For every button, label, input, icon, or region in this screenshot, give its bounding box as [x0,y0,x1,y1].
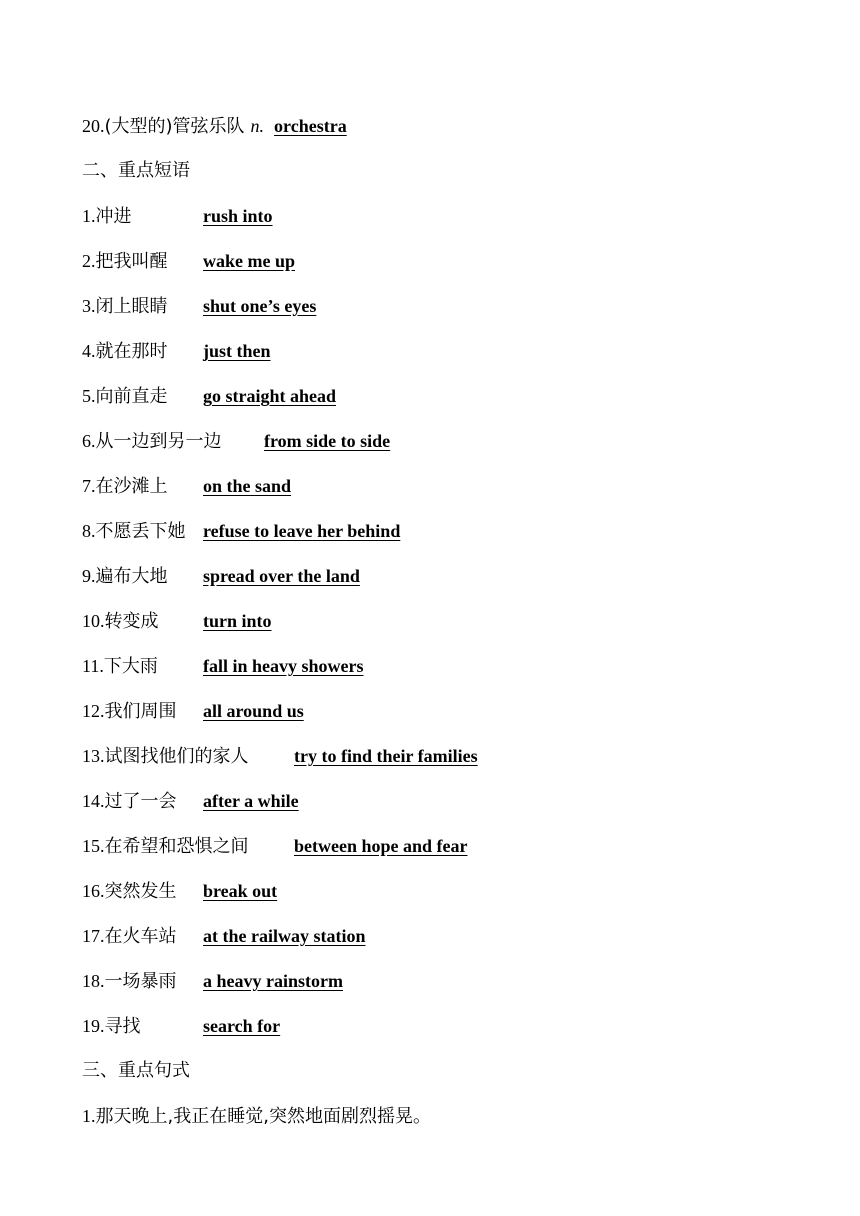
item-number: 6. [82,431,96,451]
item-number: 8. [82,521,96,541]
item-chinese: 在火车站 [104,926,177,947]
item-number: 5. [82,386,96,406]
phrase-item [82,562,360,590]
item-answer: wake me up [203,251,296,271]
item-chinese: 试图找他们的家人 [104,746,249,767]
item-answer: from side to side [264,431,391,451]
item-answer: try to find their families [294,746,478,766]
item-answer: fall in heavy showers [203,656,364,676]
phrase-item [82,742,478,770]
phrase-item [82,517,401,545]
item-number: 11. [82,656,104,676]
item-number: 14. [82,791,105,811]
vocab-item-20 [82,112,347,140]
item-number: 10. [82,611,105,631]
item-chinese: (大型的)管弦乐队 [104,116,245,137]
phrase-item [82,607,272,635]
item-number: 9. [82,566,96,586]
phrase-item [82,877,278,905]
item-chinese: 不愿丢下她 [95,521,186,542]
item-chinese: 转变成 [104,611,159,632]
phrase-item [82,337,271,365]
sentence-item [82,1102,431,1130]
phrase-item [82,247,296,275]
phrase-item [82,472,292,500]
item-chinese: 一场暴雨 [104,971,177,992]
item-chinese: 在沙滩上 [95,476,168,497]
item-answer: between hope and fear [294,836,468,856]
item-chinese: 在希望和恐惧之间 [104,836,249,857]
item-answer: go straight ahead [203,386,337,406]
item-chinese: 那天晚上,我正在睡觉,突然地面剧烈摇晃。 [95,1106,431,1127]
item-number: 12. [82,701,105,721]
item-chinese: 冲进 [95,206,132,227]
item-answer: search for [203,1016,281,1036]
item-number: 13. [82,746,105,766]
item-answer: break out [203,881,278,901]
phrase-item [82,832,468,860]
item-number: 4. [82,341,96,361]
item-chinese: 遍布大地 [95,566,168,587]
item-answer: on the sand [203,476,292,496]
item-chinese: 寻找 [104,1016,141,1037]
item-number: 18. [82,971,105,991]
item-number: 16. [82,881,105,901]
part-of-speech: n. [250,116,265,136]
phrase-item [82,382,337,410]
phrase-item [82,967,343,995]
item-answer: refuse to leave her behind [203,521,401,541]
item-chinese: 闭上眼睛 [95,296,168,317]
item-chinese: 过了一会 [104,791,177,812]
phrase-item [82,202,273,230]
item-answer: rush into [203,206,273,226]
phrase-item [82,292,317,320]
item-answer: at the railway station [203,926,366,946]
phrase-item [82,787,299,815]
phrase-item [82,922,366,950]
item-answer: turn into [203,611,272,631]
item-number: 7. [82,476,96,496]
item-answer: after a while [203,791,299,811]
item-number: 17. [82,926,105,946]
item-chinese: 向前直走 [95,386,168,407]
item-number: 20. [82,116,105,136]
item-number: 3. [82,296,96,316]
phrase-item [82,697,304,725]
item-number: 2. [82,251,96,271]
item-answer: shut one’s eyes [203,296,317,316]
item-chinese: 把我叫醒 [95,251,168,272]
item-number: 15. [82,836,105,856]
item-answer: all around us [203,701,304,721]
phrase-item [82,1012,281,1040]
item-chinese: 下大雨 [103,656,158,677]
item-answer: spread over the land [203,566,360,586]
item-number: 1. [82,1106,96,1126]
item-answer: just then [203,341,271,361]
item-answer: orchestra [274,116,347,136]
item-number: 19. [82,1016,105,1036]
item-chinese: 我们周围 [104,701,177,722]
section-heading-sentences: 三、重点句式 [82,1060,190,1081]
item-answer: a heavy rainstorm [203,971,343,991]
section-heading-phrases: 二、重点短语 [82,160,190,181]
item-chinese: 就在那时 [95,341,168,362]
phrase-item [82,427,391,455]
item-number: 1. [82,206,96,226]
item-chinese: 从一边到另一边 [95,431,222,452]
item-chinese: 突然发生 [104,881,177,902]
phrase-item [82,652,364,680]
